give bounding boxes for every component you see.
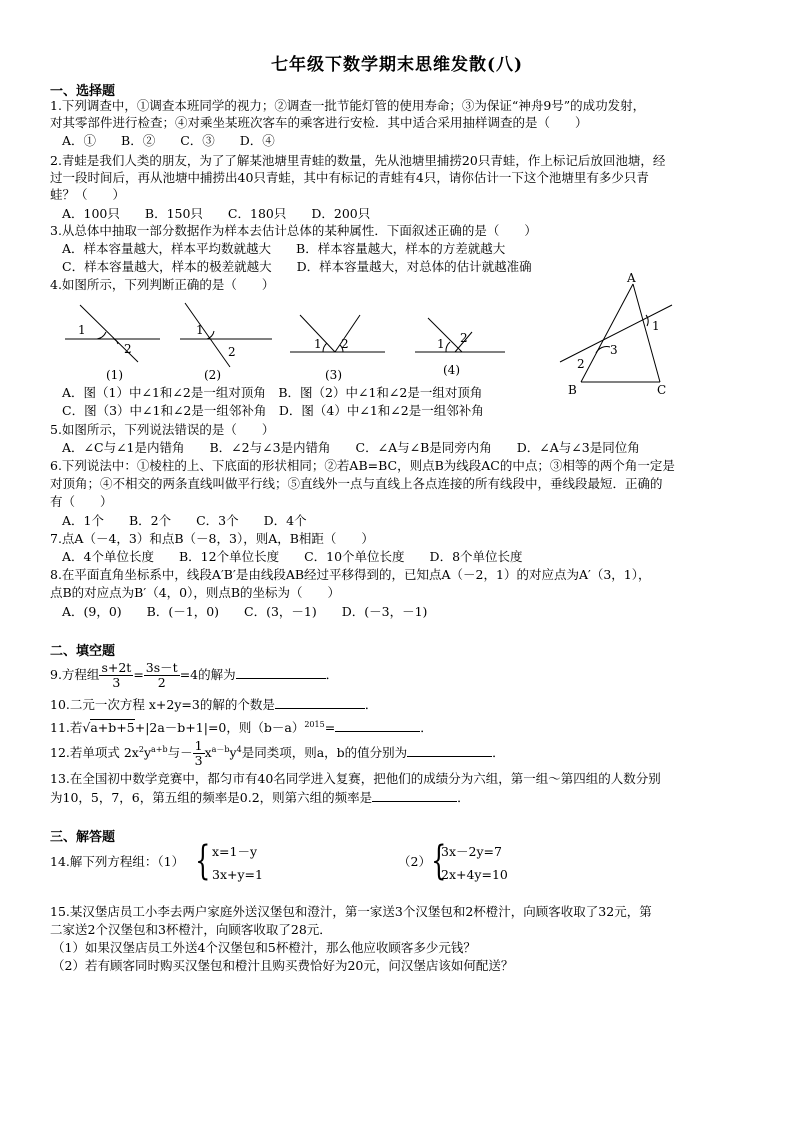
q2-line3: 蛙？（ ）: [50, 187, 126, 202]
triangle-side-ac: [633, 284, 660, 382]
q13-text: 为10，5，7，6，第五组的频率是0.2，则第六组的频率是: [50, 790, 373, 805]
q12-answer-blank[interactable]: [407, 744, 492, 757]
q11-equals: =: [324, 720, 336, 736]
q3-options-row2: C．样本容量越大，样本的极差就越大 D．样本容量越大，对总体的估计就越准确: [62, 259, 532, 274]
q14-sys2-eq2: 2x+4y=10: [441, 867, 508, 882]
q9-numerator-2: 3s－t: [145, 660, 178, 675]
section-heading-fill: 二、填空题: [50, 644, 116, 659]
triangle-vertex-a: A: [627, 271, 636, 285]
q13-line2: [50, 789, 750, 806]
q11-radicand: a+b+5: [90, 720, 135, 736]
q10-end: ．: [364, 697, 378, 712]
q12: [50, 735, 750, 768]
q12-suffix: 是同类项，则a，b的值分别为: [241, 745, 408, 761]
q9-fraction-2: [144, 661, 180, 690]
q11-middle: +|2a－b+1|=0，则（b－a）: [134, 720, 305, 736]
q10-text: 10.二元一次方程 x+2y=3的解的个数是: [50, 697, 275, 712]
fig2-label-1: 1: [196, 323, 204, 337]
q6-line2: 对顶角；④不相交的两条直线叫做平行线；⑤直线外一点与直线上各点连接的所有线段中，垂线段最短．正确的: [50, 476, 663, 491]
q4-options-row2: C．图（3）中∠1和∠2是一组邻补角 D．图（4）中∠1和∠2是一组邻补角: [62, 403, 484, 418]
q11-answer-blank[interactable]: [335, 719, 420, 732]
fig2-slant-line: [185, 303, 230, 367]
triangle-side-ab: [581, 284, 633, 382]
section-heading-choice: 一、选择题: [50, 84, 116, 99]
q15-sub1: （1）如果汉堡店员工外送4个汉堡包和5杯橙汁，那么他应收顾客多少元钱？: [52, 940, 476, 955]
q8-line2: 点B的对应点为B′（4，0），则点B的坐标为（ ）: [50, 585, 341, 600]
q12-exp-4: 4: [236, 745, 242, 754]
q9: [50, 660, 750, 690]
q3-options-row1: A．样本容量越大，样本平均数就越大 B．样本容量越大，样本的方差就越大: [62, 241, 506, 256]
q14-part2-label: （2）: [398, 854, 431, 869]
q12-fraction: [193, 739, 205, 768]
q13-end: ．: [457, 790, 470, 805]
q2-options: A．100只 B．150只 C．180只 D．200只: [62, 206, 371, 221]
fig3-label-1: 1: [314, 337, 322, 351]
q13-answer-blank[interactable]: [372, 789, 457, 802]
q12-end: ．: [492, 745, 505, 761]
q1-line2: 对其零部件进行检查；④对乘坐某班次客车的乘客进行安检．其中适合采用抽样调查的是（ ）: [50, 115, 588, 130]
q2-line2: 过一段时间后，再从池塘中捕捞出40只青蛙，其中有标记的青蛙有4只，请你估计一下这个池塘里有多少只青: [50, 170, 649, 185]
q9-prefix: 9.方程组: [50, 667, 100, 682]
q12-denominator: 3: [194, 753, 203, 769]
q7-options: A．4个单位长度 B．12个单位长度 C．10个单位长度 D．8个单位长度: [62, 549, 523, 564]
q11-prefix: 11.若: [50, 720, 83, 736]
q15-line2: 二家送2个汉堡包和3杯橙汁，向顾客收取了28元．: [50, 922, 332, 937]
section-heading-solve: 三、解答题: [50, 830, 116, 845]
fig4-slant-line: [428, 318, 462, 352]
q14-brace-1-icon: {: [195, 838, 211, 884]
q9-numerator-1: s+2t: [101, 660, 132, 675]
fig1-label-2: 2: [124, 342, 132, 356]
fig4-label-2: 2: [460, 331, 468, 345]
q9-denominator-2: 2: [157, 675, 166, 690]
q2-line1: 2.青蛙是我们人类的朋友，为了了解某池塘里青蛙的数量，先从池塘里捕捞20只青蛙，作上标记后放回池塘，经: [50, 153, 666, 168]
q8-options: A．(9，0) B．(－1，0) C．(3，－1) D．(－3，－1): [62, 604, 428, 619]
q12-exp-1: 2: [138, 745, 144, 754]
q12-numerator: 1: [194, 738, 203, 754]
triangle-vertex-c: C: [657, 383, 667, 397]
q12-exp-3: a－b: [211, 745, 230, 754]
q7-line1: 7.点A（－4，3）和点B（－8，3），则A，B相距（ ）: [50, 531, 374, 546]
triangle-angle-2: 2: [577, 357, 585, 371]
q4-line1: 4.如图所示，下列判断正确的是（ ）: [50, 277, 275, 292]
q9-fraction-1: [99, 661, 133, 690]
q13-line1: 13.在全国初中数学竞赛中，都匀市有40名同学进入复赛，把他们的成绩分为六组，第一组～第四组的人数分别: [50, 771, 661, 786]
q12-and: 与－: [167, 745, 193, 761]
q11-exponent: 2015: [304, 720, 325, 729]
q12-exp-2: a+b: [151, 745, 168, 754]
q1-options: A．① B．② C．③ D．④: [62, 133, 275, 148]
triangle-vertex-b: B: [568, 383, 577, 397]
q12-x2: x: [204, 745, 212, 761]
page-title: 七年级下数学期末思维发散(八): [270, 55, 524, 75]
fig3-label-2: 2: [341, 337, 349, 351]
q6-line3: 有（ ）: [50, 494, 113, 509]
fig3-caption: (3): [325, 368, 342, 382]
q5-line1: 5.如图所示，下列说法错误的是（ ）: [50, 422, 275, 437]
q9-equals: =: [133, 667, 144, 682]
q8-line1: 8.在平面直角坐标系中，线段A′B′是由线段AB经过平移得到的，已知点A（－2，1）的对应点为A′（3，1），: [50, 567, 651, 582]
q9-answer-blank[interactable]: [236, 666, 326, 679]
fig4-label-1: 1: [437, 337, 445, 351]
sqrt-sign-icon: √: [82, 720, 91, 736]
fig1-label-1: 1: [78, 323, 86, 337]
q14-brace-2-icon: {: [431, 838, 447, 884]
q1-line1: 1.下列调查中，①调查本班同学的视力；②调查一批节能灯管的使用寿命；③为保证“神舟9号”的成功发射，: [50, 98, 646, 113]
q12-y2: y: [229, 745, 237, 761]
fig2-label-2: 2: [228, 345, 236, 359]
fig4-caption: (4): [443, 363, 460, 377]
q6-options: A．1个 B．2个 C．3个 D．4个: [62, 513, 307, 528]
q10: [50, 696, 750, 713]
triangle-angle-3: 3: [610, 343, 618, 357]
q9-denominator-1: 3: [112, 675, 121, 690]
fig2-caption: (2): [204, 368, 221, 382]
q12-prefix: 12.若单项式 2x: [50, 745, 139, 761]
q4-options-row1: A．图（1）中∠1和∠2是一组对顶角 B．图（2）中∠1和∠2是一组对顶角: [62, 385, 483, 400]
q12-y1: y: [143, 745, 152, 761]
q6-line1: 6.下列说法中：①棱柱的上、下底面的形状相同；②若AB=BC，则点B为线段AC的中点；③相等的两个角一定是: [50, 458, 675, 473]
q14-sys2-eq1: 3x－2y=7: [441, 844, 502, 859]
q14-sys1-eq1: x=1－y: [212, 844, 258, 859]
q9-end: ．: [325, 667, 339, 682]
q9-suffix: =4的解为: [179, 667, 236, 682]
q14-prefix: 14.解下列方程组：（1）: [50, 854, 185, 869]
q10-answer-blank[interactable]: [275, 696, 365, 709]
q14-sys1-eq2: 3x+y=1: [212, 867, 263, 882]
triangle-angle-1: 1: [652, 319, 660, 333]
q5-options: A．∠C与∠1是内错角 B．∠2与∠3是内错角 C．∠A与∠B是同旁内角 D．∠A与∠3是同位角: [62, 440, 640, 455]
q3-line1: 3.从总体中抽取一部分数据作为样本去估计总体的某种属性．下面叙述正确的是（ ）: [50, 223, 537, 238]
q11-end: ．: [420, 720, 433, 736]
q15-sub2: （2）若有顾客同时购买汉堡包和橙汁且购买费恰好为20元，问汉堡店该如何配送？: [52, 958, 514, 973]
fig1-caption: (1): [106, 368, 123, 382]
q15-line1: 15.某汉堡店员工小李去两户家庭外送汉堡包和澄汁，第一家送3个汉堡包和2杯橙汁，向顾客收取了32元，第: [50, 904, 652, 919]
